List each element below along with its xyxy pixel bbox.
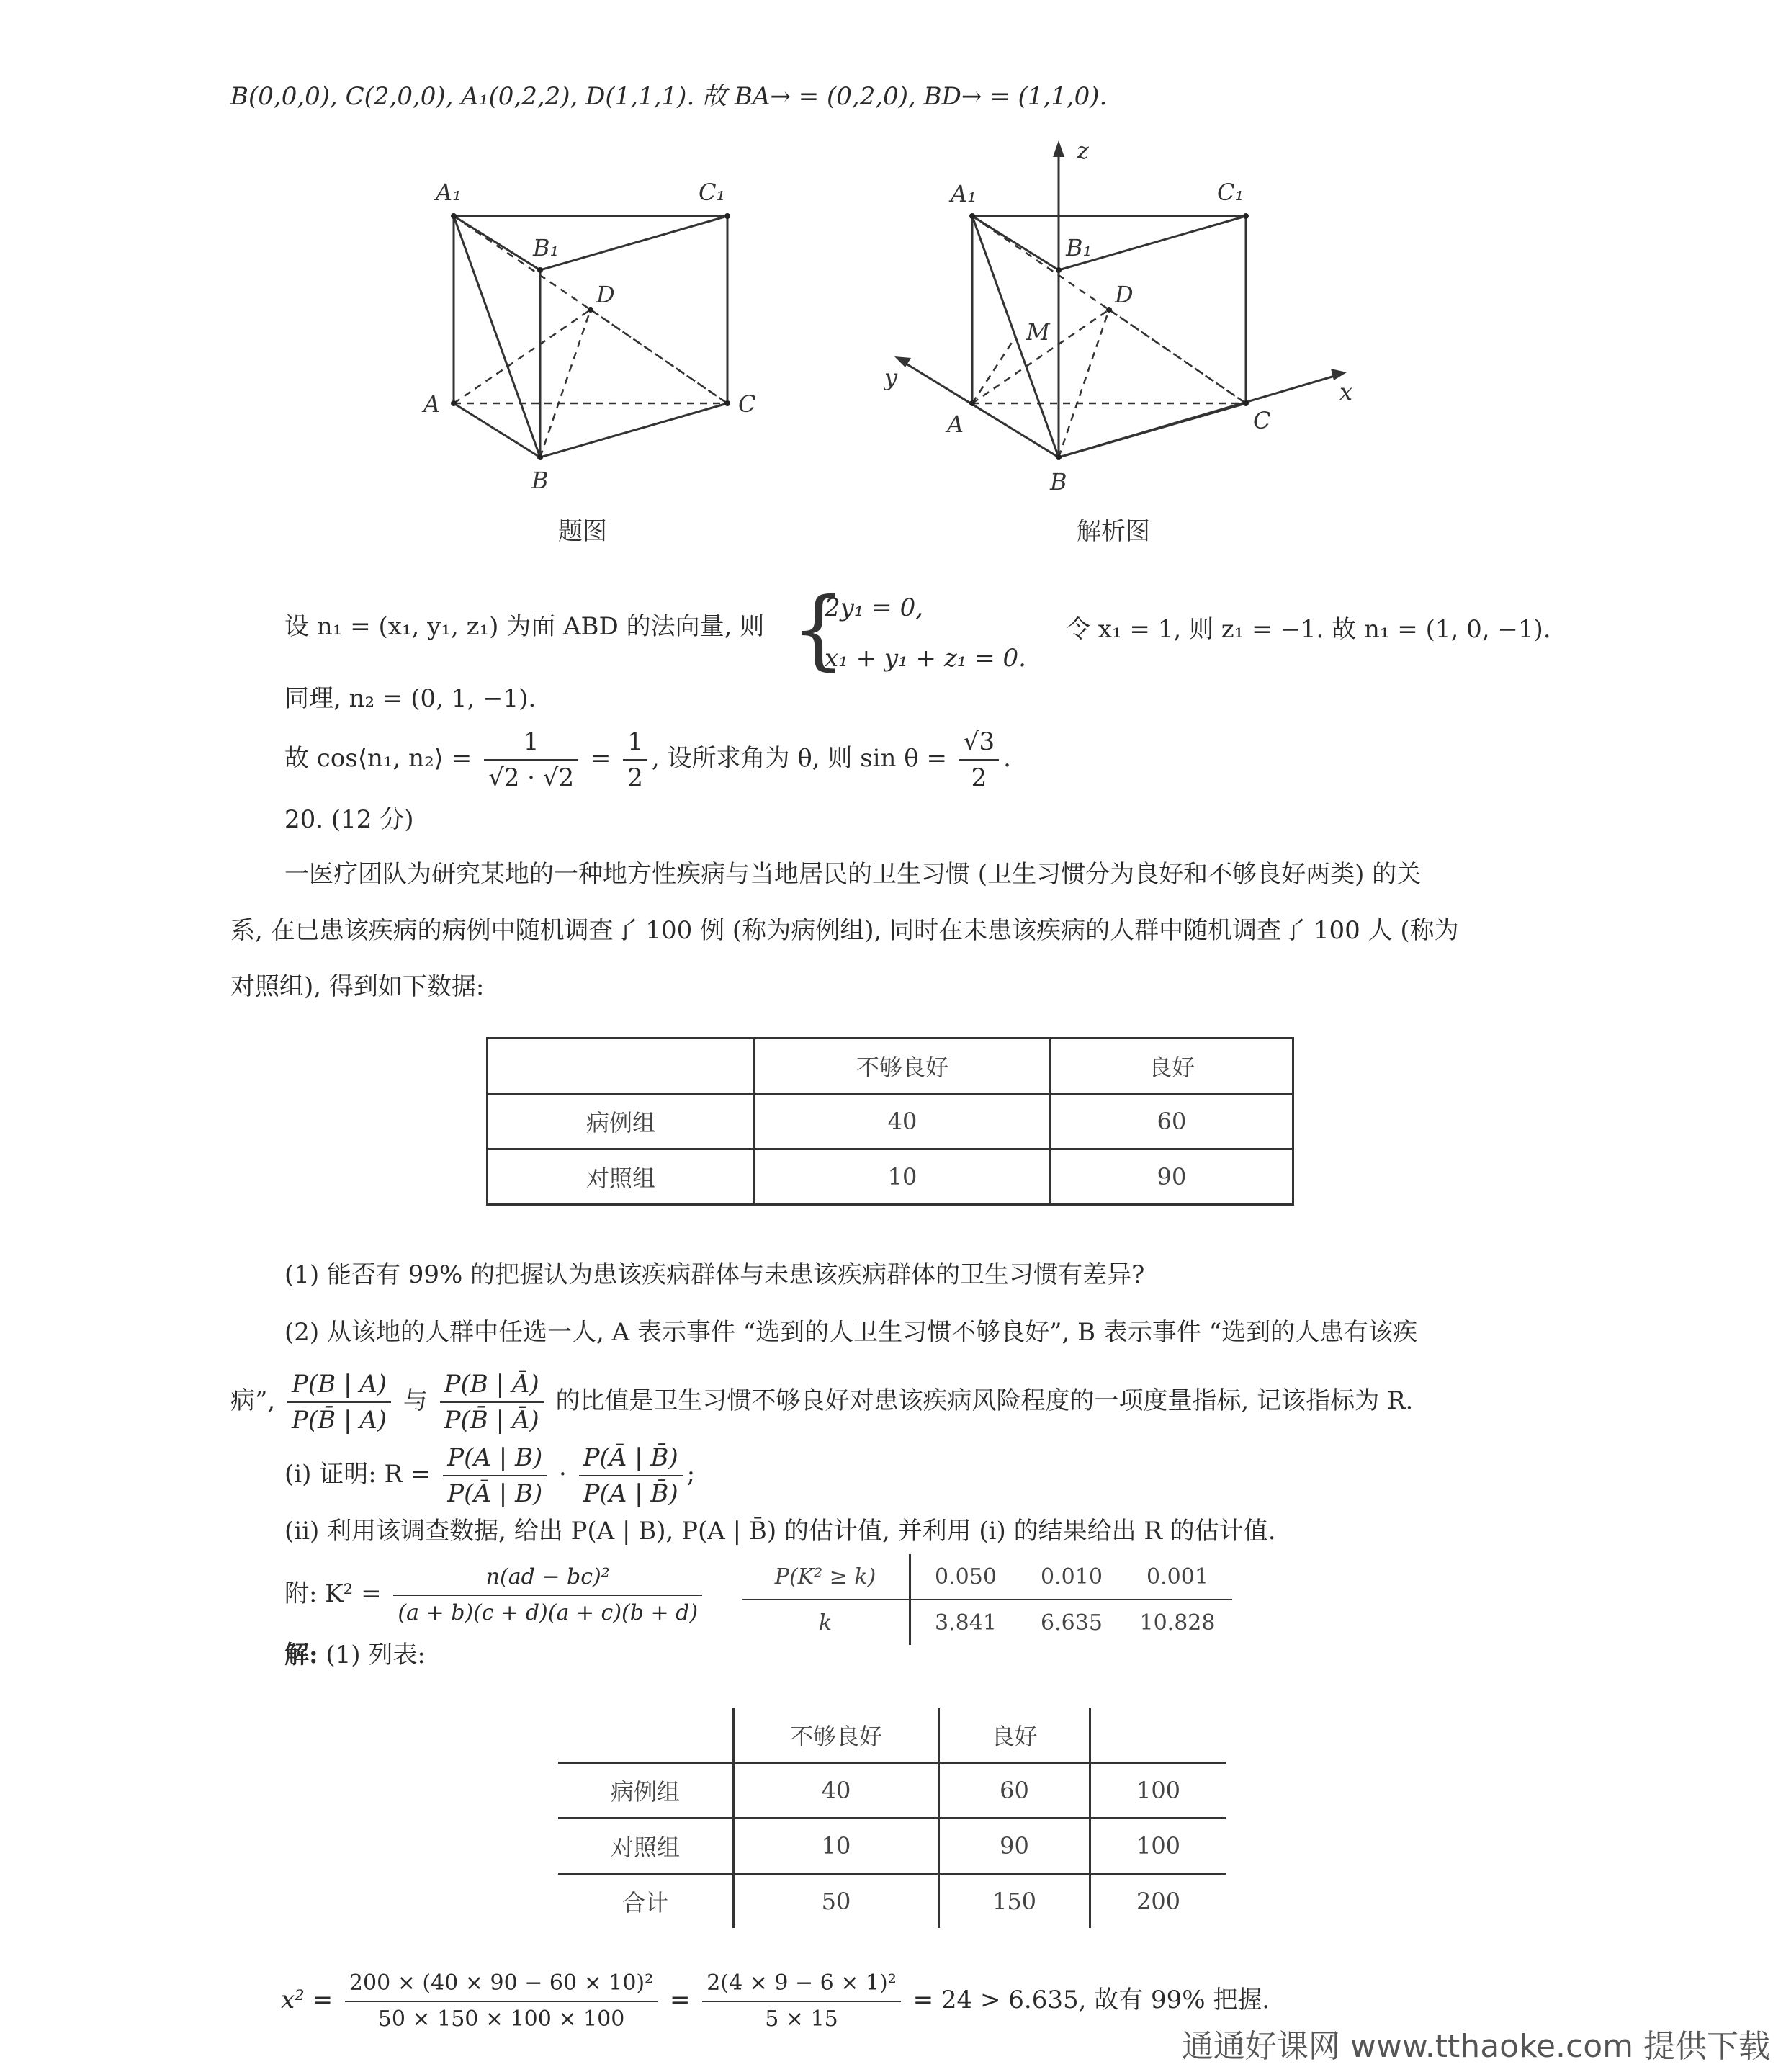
q2-fraction-1 [287, 1368, 391, 1436]
table-row [742, 1600, 1232, 1645]
table-cell: 60 [939, 1763, 1090, 1818]
table-header-cell: 不够良好 [755, 1039, 1051, 1094]
table-header-row [488, 1039, 1293, 1094]
table-cell: 10 [734, 1818, 939, 1874]
q2-fraction-2 [440, 1368, 544, 1436]
table-cell: 0.001 [1123, 1554, 1232, 1600]
prism-figure-left [403, 166, 778, 504]
table-cell: 200 [1090, 1874, 1226, 1929]
table-header-cell [488, 1039, 755, 1094]
table-header-cell [1090, 1708, 1226, 1763]
table-cell: 合计 [558, 1874, 734, 1929]
sin-fraction [959, 726, 999, 794]
table-row [742, 1554, 1232, 1600]
problem-number: 20. (12 分) [284, 805, 414, 834]
prism-figure-right [879, 137, 1383, 511]
label-D: D [596, 281, 615, 308]
cos-eq: = [590, 744, 611, 773]
qi-dot: · [559, 1460, 567, 1489]
cos-num: 1 [484, 726, 578, 761]
table-cell: 60 [1050, 1094, 1293, 1149]
cos-prefix: 故 cos⟨n₁, n₂⟩ = [284, 744, 472, 773]
table-cell: 病例组 [558, 1763, 734, 1818]
table-header-row [558, 1708, 1226, 1763]
problem-para-line3: 对照组), 得到如下数据: [230, 972, 485, 1001]
table-header-cell: 良好 [939, 1708, 1090, 1763]
k2-tail: = 24 > 6.635, 故有 99% 把握. [912, 1986, 1270, 2014]
q2-f2-num: P(B | Ā) [440, 1368, 544, 1403]
label-B: B [531, 467, 549, 494]
table-cell: 对照组 [558, 1818, 734, 1874]
system-eq1: 2y₁ = 0, [825, 593, 924, 622]
q2-mid: 与 [403, 1386, 428, 1415]
solution-step: (1) 列表: [326, 1641, 426, 1669]
table-cell: 3.841 [935, 1610, 997, 1636]
label-B1: B₁ [533, 234, 560, 261]
table-cell: 6.635 [1041, 1610, 1103, 1636]
half-den: 2 [627, 763, 643, 792]
table-header-cell: 良好 [1050, 1039, 1293, 1094]
table-row [488, 1094, 1293, 1149]
label-C: C [1253, 407, 1271, 434]
cos-suffix: , 设所求角为 θ, 则 sin θ = [651, 744, 947, 773]
label-C1: C₁ [1217, 179, 1244, 206]
question-1: (1) 能否有 99% 的把握认为患该疾病群体与未患该疾病群体的卫生习惯有差异? [284, 1260, 1145, 1289]
question-2-i [284, 1442, 695, 1510]
qi-f2-den: P(A | B̄) [583, 1479, 678, 1508]
label-A: A [423, 390, 441, 418]
q2-f1-den: P(B̄ | A) [292, 1406, 387, 1435]
solution-heading [284, 1639, 426, 1671]
normal-intro: 设 n₁ = (x₁, y₁, z₁) 为面 ABD 的法向量, 则 [284, 612, 765, 641]
k2-fraction-1 [345, 1968, 658, 2035]
qi-prefix: (i) 证明: R = [284, 1460, 431, 1489]
qi-fraction-1 [443, 1442, 547, 1510]
problem-para-line1: 一医疗团队为研究某地的一种地方性疾病与当地居民的卫生习惯 (卫生习惯分为良好和不够良好两类) 的关 [284, 860, 1422, 889]
table-cell: 90 [1050, 1149, 1293, 1205]
k2-den-1: 50 × 150 × 100 × 100 [377, 2006, 625, 2032]
label-B1: B₁ [1066, 234, 1092, 261]
table-row [488, 1149, 1293, 1205]
table-cell: 100 [1090, 1818, 1226, 1874]
data-table [486, 1037, 1294, 1206]
solution-table [558, 1708, 1226, 1928]
sin-num: √3 [959, 726, 999, 761]
k2-num-2: 2(4 × 9 − 6 × 1)² [702, 1968, 901, 2002]
table-cell: 40 [755, 1094, 1051, 1149]
table-cell: 对照组 [488, 1149, 755, 1205]
normal-result: 令 x₁ = 1, 则 z₁ = −1. 故 n₁ = (1, 0, −1). [1066, 615, 1551, 644]
label-B: B [1050, 468, 1067, 495]
appendix-prefix: 附: K² = [284, 1579, 382, 1608]
system-eq2: x₁ + y₁ + z₁ = 0. [825, 644, 1026, 673]
k2-den: (a + b)(c + d)(a + c)(b + d) [398, 1600, 699, 1625]
figure-caption-left: 题图 [558, 517, 607, 546]
figure-caption-right: 解析图 [1077, 517, 1150, 546]
label-D: D [1115, 281, 1134, 308]
table-header-cell [558, 1708, 734, 1763]
cos-den: √2 · √2 [488, 763, 575, 792]
q2-f1-num: P(B | A) [287, 1368, 391, 1403]
watermark-text: 通通好课网 www.tthaoke.com 提供下载 [1181, 2028, 1770, 2065]
solution-label: 解: [284, 1641, 318, 1669]
table-cell: 10.828 [1139, 1610, 1216, 1636]
label-M: M [1026, 318, 1050, 346]
appendix-formula [284, 1561, 706, 1629]
half-num: 1 [623, 726, 647, 761]
table-cell: k [742, 1600, 910, 1645]
table-cell: 90 [939, 1818, 1090, 1874]
sin-den: 2 [971, 763, 987, 792]
q2-suffix: 的比值是卫生习惯不够良好对患该疾病风险程度的一项度量指标, 记该指标为 R. [555, 1386, 1414, 1415]
label-C: C [738, 390, 756, 418]
table-cell: 10 [755, 1149, 1051, 1205]
coordinates-line: B(0,0,0), C(2,0,0), A₁(0,2,2), D(1,1,1). 故 BA→ = (0,2,0), BD→ = (1,1,0). [230, 82, 1108, 111]
k2-eq: = [669, 1986, 691, 2014]
qi-fraction-2 [579, 1442, 683, 1510]
k2-den-2: 5 × 15 [765, 2006, 838, 2032]
cos-line [284, 726, 1011, 794]
k2-prefix: x² = [281, 1986, 333, 2014]
qi-f1-den: P(Ā | B) [447, 1479, 543, 1508]
table-cell: 100 [1090, 1763, 1226, 1818]
table-cell: 40 [734, 1763, 939, 1818]
problem-para-line2: 系, 在已患该疾病的病例中随机调查了 100 例 (称为病例组), 同时在未患该疾病的人群中随机调查了 100 人 (称为 [230, 916, 1459, 945]
cos-end: . [1003, 744, 1011, 773]
table-cell: 0.010 [1020, 1554, 1123, 1600]
critical-value-table [742, 1554, 1232, 1645]
question-2-line1: (2) 从该地的人群中任选一人, A 表示事件 “选到的人卫生习惯不够良好”, B 表示事件 “选到的人患有该疾 [284, 1318, 1418, 1347]
table-cell: 病例组 [488, 1094, 755, 1149]
k2-computation [281, 1968, 1270, 2035]
k2-num: n(ad − bc)² [393, 1561, 702, 1596]
label-A1: A₁ [436, 179, 462, 206]
qi-end: ; [686, 1460, 696, 1489]
table-cell: P(K² ≥ k) [742, 1554, 910, 1600]
qi-f1-num: P(A | B) [443, 1442, 547, 1476]
axis-label-y: y [884, 364, 898, 391]
q2-prefix: 病”, [230, 1386, 276, 1415]
table-cell: 150 [939, 1874, 1090, 1929]
k2-num-1: 200 × (40 × 90 − 60 × 10)² [345, 1968, 658, 2002]
qi-f2-num: P(Ā | B̄) [579, 1442, 683, 1476]
table-row [558, 1818, 1226, 1874]
cos-fraction [484, 726, 578, 794]
table-header-cell: 不够良好 [734, 1708, 939, 1763]
question-2-ii: (ii) 利用该调查数据, 给出 P(A | B), P(A | B̄) 的估计值, 并利用 (i) 的结果给出 R 的估计值. [284, 1517, 1276, 1546]
half-fraction [623, 726, 647, 794]
table-cell: 50 [734, 1874, 939, 1929]
axis-label-z: z [1077, 137, 1089, 164]
question-2-line2 [230, 1368, 1413, 1436]
label-A: A [947, 411, 964, 438]
table-row [558, 1874, 1226, 1929]
system-brace: { [791, 580, 846, 680]
k2-fraction-2 [702, 1968, 901, 2035]
q2-f2-den: P(B̄ | Ā) [444, 1406, 539, 1435]
table-cell: 0.050 [910, 1554, 1021, 1600]
k2-fraction [393, 1561, 702, 1629]
label-C1: C₁ [699, 179, 726, 206]
normal-similar: 同理, n₂ = (0, 1, −1). [284, 684, 537, 713]
label-A1: A₁ [951, 180, 977, 207]
axis-label-x: x [1340, 378, 1353, 405]
table-row [558, 1763, 1226, 1818]
